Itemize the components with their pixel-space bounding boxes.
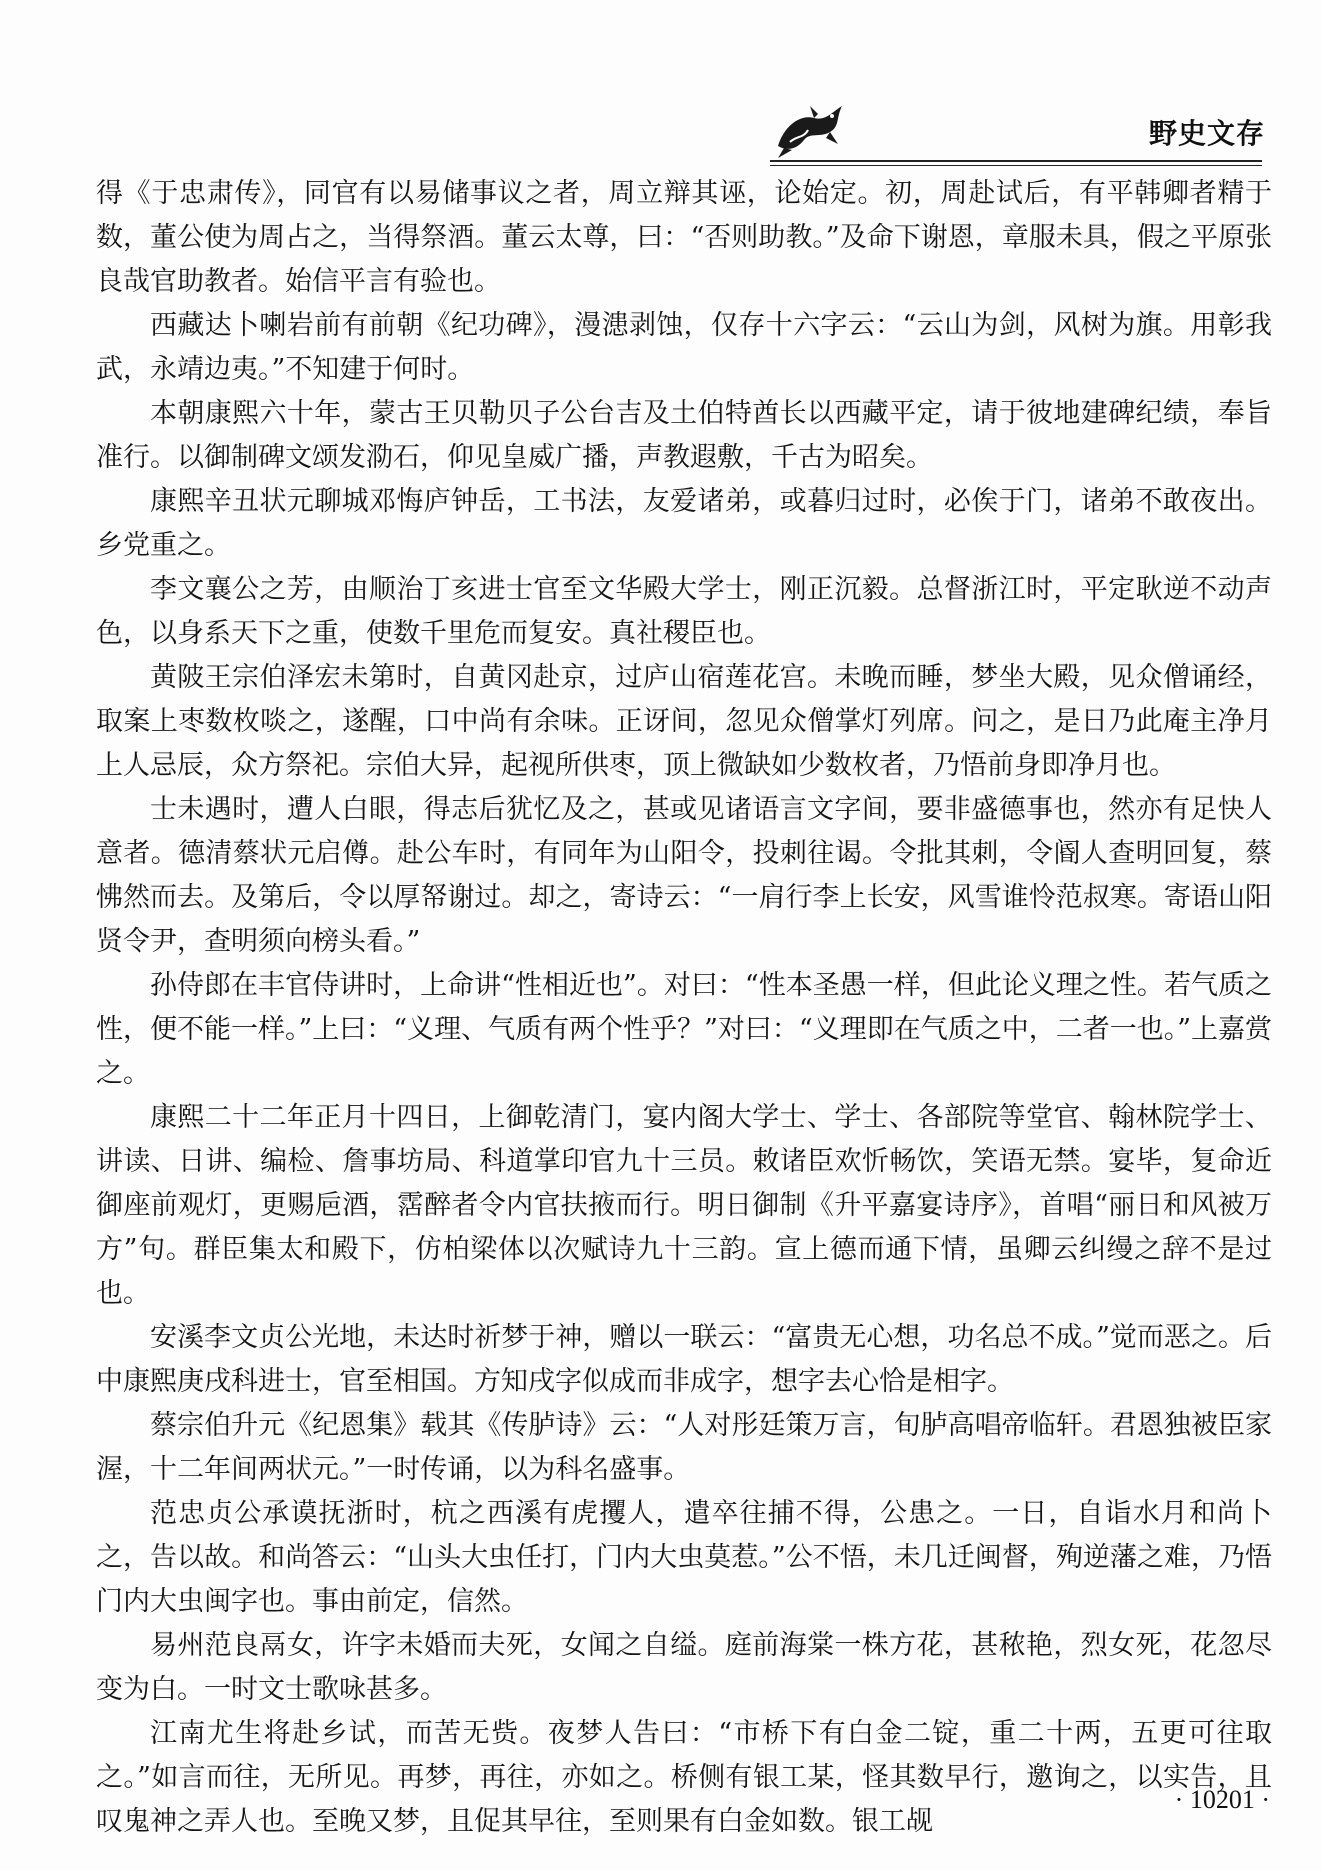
paragraph: 得《于忠肃传》，同官有以易储事议之者，周立辩其诬，论始定。初，周赴试后，有平韩卿者精于数，董公使为周占之，当得祭酒。董云太尊，曰：“否则助教。”及命下谢恩，章服未具，假之平原张良哉官助教者。始信平言有验也。 bbox=[96, 178, 1272, 297]
body-text bbox=[96, 172, 1272, 1844]
running-header-title: 野史文存 bbox=[1148, 117, 1265, 150]
paragraph: 康熙辛丑状元聊城邓悔庐钟岳，工书法，友爱诸弟，或暮归过时，必俟于门，诸弟不敢夜出。乡党重之。 bbox=[96, 486, 1272, 561]
dragon-emblem-icon bbox=[770, 96, 850, 166]
header-rule bbox=[770, 160, 1262, 162]
paragraph: 士未遇时，遭人白眼，得志后犹忆及之，甚或见诸语言文字间，要非盛德事也，然亦有足快人意者。德清蔡状元启僔。赴公车时，有同年为山阳令，投刺往谒。令批其刺，令阍人查明回复，蔡怫然而去。及第后，令以厚帑谢过。却之，寄诗云：“一肩行李上长安，风雪谁怜范叔寒。寄语山阳贤令尹，查明须向榜头看。” bbox=[96, 794, 1272, 957]
paragraph: 本朝康熙六十年，蒙古王贝勒贝子公台吉及土伯特酋长以西藏平定，请于彼地建碑纪绩，奉旨准行。以御制碑文颂发泐石，仰见皇威广播，声教遐敷，千古为昭矣。 bbox=[96, 398, 1272, 473]
paragraph: 蔡宗伯升元《纪恩集》载其《传胪诗》云：“人对彤廷策万言，旬胪高唱帝临轩。君恩独被臣家渥，十二年间两状元。”一时传诵，以为科名盛事。 bbox=[96, 1410, 1272, 1485]
paragraph: 西藏达卜喇岩前有前朝《纪功碑》，漫漶剥蚀，仅存十六字云：“云山为剑，风树为旗。用彰我武，永靖边夷。”不知建于何时。 bbox=[96, 310, 1272, 385]
paragraph: 易州范良鬲女，许字未婚而夫死，女闻之自缢。庭前海棠一株方花，甚秾艳，烈女死，花忽尽变为白。一时文士歌咏甚多。 bbox=[96, 1630, 1272, 1705]
paragraph: 康熙二十二年正月十四日，上御乾清门，宴内阁大学士、学士、各部院等堂官、翰林院学士、讲读、日讲、编检、詹事坊局、科道掌印官九十三员。敕诸臣欢忻畅饮，笑语无禁。宴毕，复命近御座前观灯，更赐巵酒，霑醉者令内官扶掖而行。明日御制《升平嘉宴诗序》，首唱“丽日和风被万方”句。群臣集太和殿下，仿柏梁体以次赋诗九十三韵。宣上德而通下情，虽卿云纠缦之辞不是过也。 bbox=[96, 1102, 1272, 1309]
page-number: · 10201 · bbox=[1174, 1785, 1270, 1814]
paragraph: 安溪李文贞公光地，未达时祈梦于神，赠以一联云：“富贵无心想，功名总不成。”觉而恶之。后中康熙庚戌科进士，官至相国。方知戌字似成而非成字，想字去心恰是相字。 bbox=[96, 1322, 1272, 1397]
paragraph: 江南尤生将赴乡试，而苦无赀。夜梦人告曰：“市桥下有白金二锭，重二十两，五更可往取之。”如言而往，无所见。再梦，再往，亦如之。桥侧有银工某，怪其数早行，邀询之，以实告，且叹鬼神之弄人也。至晚又梦，且促其早往，至则果有白金如数。银工觇 bbox=[96, 1718, 1272, 1837]
header-rule-thin bbox=[770, 165, 1262, 166]
paragraph: 孙侍郎在丰官侍讲时，上命讲“性相近也”。对曰：“性本圣愚一样，但此论义理之性。若气质之性，便不能一样。”上曰：“义理、气质有两个性乎？”对曰：“义理即在气质之中，二者一也。”上嘉赏之。 bbox=[96, 970, 1273, 1089]
paragraph: 黄陂王宗伯泽宏未第时，自黄冈赴京，过庐山宿莲花宫。未晚而睡，梦坐大殿，见众僧诵经，取案上枣数枚啖之，遂醒，口中尚有余味。正讶间，忽见众僧掌灯列席。问之，是日乃此庵主净月上人忌辰，众方祭祀。宗伯大异，起视所供枣，顶上微缺如少数枚者，乃悟前身即净月也。 bbox=[96, 662, 1272, 781]
paragraph: 李文襄公之芳，由顺治丁亥进士官至文华殿大学士，刚正沉毅。总督浙江时，平定耿逆不动声色，以身系天下之重，使数千里危而复安。真社稷臣也。 bbox=[96, 574, 1272, 649]
paragraph: 范忠贞公承谟抚浙时，杭之西溪有虎攫人，遣卒往捕不得，公患之。一日，自诣水月和尚卜之，告以故。和尚答云：“山头大虫任打，门内大虫莫惹。”公不悟，未几迁闽督，殉逆藩之难，乃悟门内大虫闽字也。事由前定，信然。 bbox=[96, 1498, 1272, 1617]
